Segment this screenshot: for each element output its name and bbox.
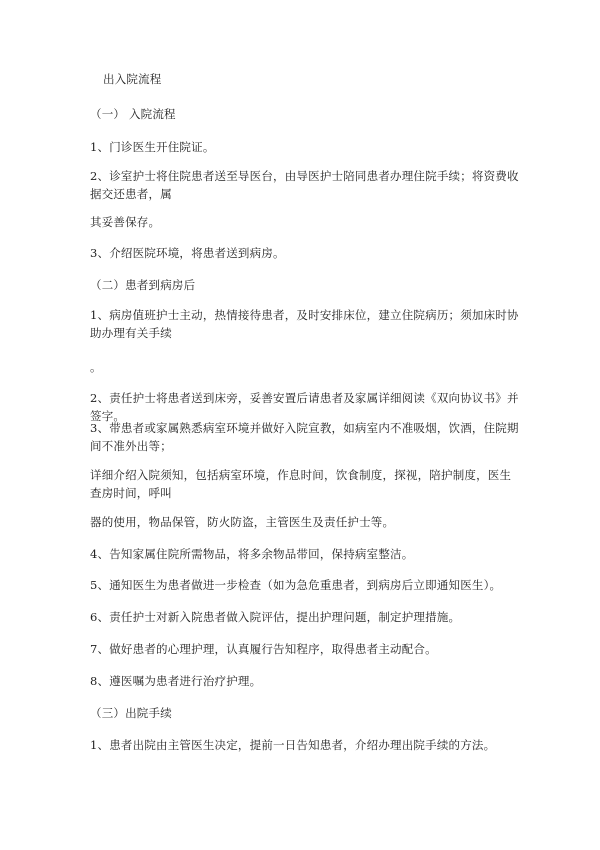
paragraph: 详细介绍入院须知，包括病室环境，作息时间，饮食制度，探视，陪护制度，医生查房时间，呼叫 [90, 468, 512, 500]
section-heading-ward: （二）患者到病房后 [90, 278, 196, 292]
paragraph: 4、告知家属住院所需物品，将多余物品带回，保持病室整洁。 [90, 547, 414, 561]
paragraph: 其妥善保存。 [90, 215, 161, 229]
paragraph: 3、介绍医院环境，将患者送到病房。 [90, 246, 285, 260]
section-heading-discharge: （三）出院手续 [90, 706, 172, 720]
paragraph: 1、病房值班护士主动，热情接待患者，及时安排床位，建立住院病历；须加床时协助办理有关手续 [90, 308, 519, 340]
paragraph: 3、带患者或家属熟悉病室环境并做好入院宣教，如病室内不准吸烟，饮酒，住院期间不准外出等； [90, 421, 519, 453]
paragraph: 8、遵医嘱为患者进行治疗护理。 [90, 674, 262, 688]
paragraph: 1、门诊医生开住院证。 [90, 140, 215, 154]
paragraph: 6、责任护士对新入院患者做入院评估，提出护理问题，制定护理措施。 [90, 610, 461, 624]
paragraph: 5、通知医生为患者做进一步检查（如为急危重患者，到病房后立即通知医生）。 [90, 578, 502, 592]
section-heading-admission: （一） 入院流程 [90, 107, 176, 121]
page-title: 出入院流程 [103, 72, 162, 86]
paragraph: 器的使用，物品保管，防火防盗，主管医生及责任护士等。 [90, 515, 395, 529]
paragraph: 7、做好患者的心理护理，认真履行告知程序，取得患者主动配合。 [90, 642, 437, 656]
paragraph: 2、诊室护士将住院患者送至导医台，由导医护士陪同患者办理住院手续；将资费收据交还患者，属 [90, 169, 519, 201]
paragraph: 2、责任护士将患者送到床旁，妥善安置后请患者及家属详细阅读《双向协议书》并签字。 [90, 391, 519, 423]
paragraph: 。 [90, 360, 102, 374]
paragraph: 1、患者出院由主管医生决定，提前一日告知患者，介绍办理出院手续的方法。 [90, 738, 496, 752]
